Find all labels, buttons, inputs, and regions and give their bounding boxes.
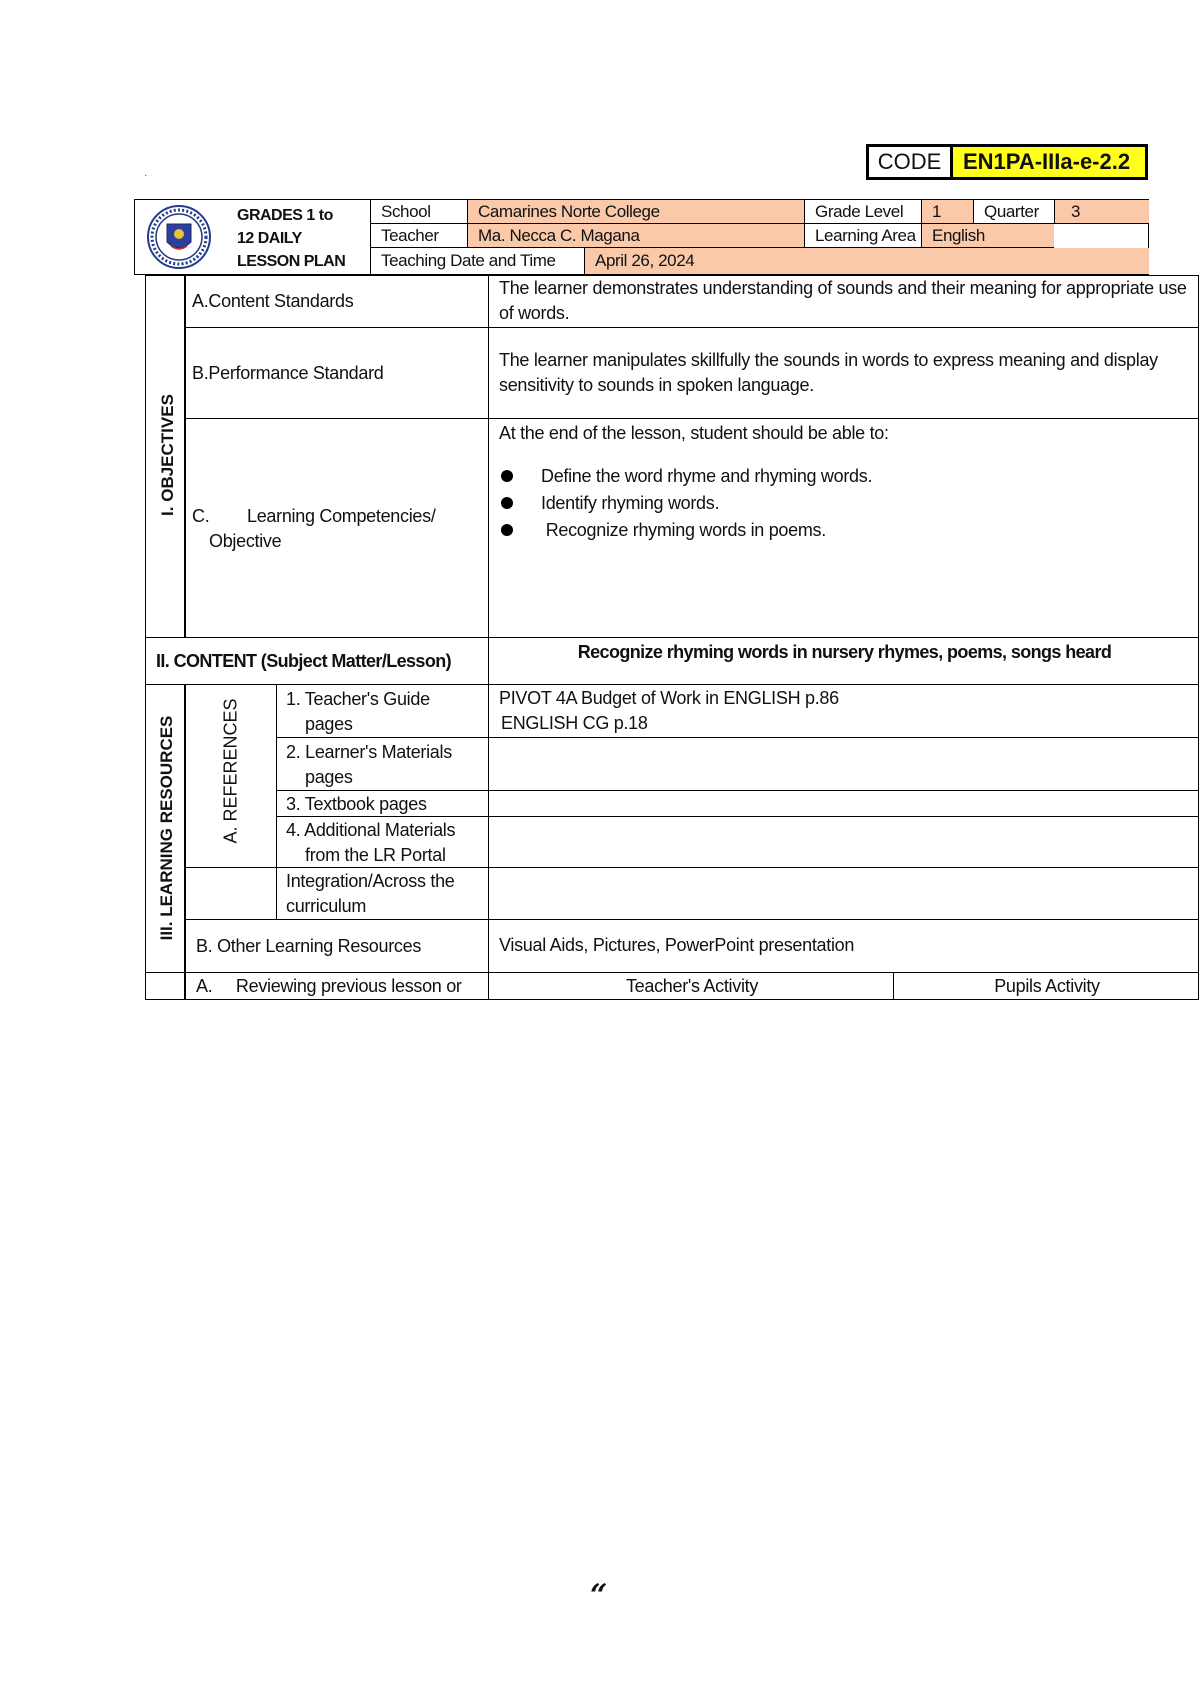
plan-title (237, 204, 367, 273)
date-label: Teaching Date and Time (370, 248, 584, 275)
resource-label: 3. Textbook pages (286, 794, 427, 814)
integration-spacer-cell (185, 867, 277, 920)
code-value: EN1PA-IIIa-e-2.2 (953, 147, 1145, 177)
resource-label: pages (305, 767, 353, 787)
content-value: Recognize rhyming words in nursery rhymes, poems, songs heard (577, 642, 1112, 662)
learning-area-value: English (921, 224, 1054, 248)
objective-item: Recognize rhyming words in poems. (541, 520, 826, 540)
resource-label-cell (276, 790, 489, 817)
stray-dot: · (144, 170, 148, 181)
resource-label: 1. Teacher's Guide (286, 689, 430, 709)
other-resources-value-cell (488, 919, 1199, 973)
lesson-plan-header (134, 199, 1149, 275)
resource-label-cell (276, 684, 489, 738)
resource-label: pages (305, 714, 353, 734)
content-label-cell (145, 637, 489, 685)
school-label: School (370, 200, 467, 224)
objectives-intro: At the end of the lesson, student should be able to: (499, 423, 889, 443)
other-resources-label: B. Other Learning Resources (196, 936, 422, 956)
competencies-label-1: C. Learning Competencies/ (192, 506, 436, 526)
references-label: A. REFERENCES (220, 698, 241, 844)
bullet-icon (501, 470, 513, 482)
resource-value: PIVOT 4A Budget of Work in ENGLISH p.86 (499, 688, 839, 708)
date-value: April 26, 2024 (584, 248, 1149, 275)
content-standards-label: A.Content Standards (192, 291, 354, 311)
resource-label: from the LR Portal (305, 845, 446, 865)
content-standards-label-cell (185, 275, 489, 328)
teacher-label: Teacher (370, 224, 467, 248)
code-label: CODE (869, 147, 953, 177)
objective-item: Define the word rhyme and rhyming words. (541, 466, 873, 486)
content-standards-cell (488, 275, 1199, 328)
bullet-icon (501, 524, 513, 536)
objective-item: Identify rhyming words. (541, 493, 720, 513)
quarter-value: 3 (1054, 200, 1149, 224)
resource-value-cell (488, 790, 1199, 817)
objectives-label: I. OBJECTIVES (158, 394, 177, 516)
resources-label: III. LEARNING RESOURCES (157, 715, 176, 941)
deped-seal-icon (145, 204, 213, 270)
teacher-activity-header: Teacher's Activity (625, 976, 759, 996)
review-label: A. Reviewing previous lesson or (196, 976, 462, 996)
other-resources-value: Visual Aids, Pictures, PowerPoint presentation (499, 935, 855, 955)
quarter-label: Quarter (973, 200, 1054, 224)
performance-label-cell (185, 327, 489, 419)
resource-label: 4. Additional Materials (286, 820, 456, 840)
performance-text: The learner manipulates skillfully the sounds in words to express meaning and display sensitivity to sounds in spoken language. (499, 350, 1158, 395)
procedures-section (145, 972, 185, 1000)
code-box (866, 144, 1148, 180)
review-label-cell (185, 972, 489, 1000)
resource-label-cell (276, 867, 489, 920)
other-resources-label-cell (185, 919, 489, 973)
resource-label: curriculum (286, 896, 367, 916)
resource-label-cell (276, 816, 489, 868)
competencies-label-2: Objective (209, 531, 282, 551)
plan-title-line-3: LESSON PLAN (237, 253, 346, 270)
plan-title-line-1: GRADES 1 to (237, 207, 333, 224)
performance-label: B.Performance Standard (192, 363, 384, 383)
content-label: II. CONTENT (Subject Matter/Lesson) (156, 651, 452, 671)
footer-mark: “ (590, 1578, 608, 1613)
content-standards-text: The learner demonstrates understanding of sounds and their meaning for appropriate use of words. (499, 278, 1187, 323)
resource-value-cell (488, 867, 1199, 920)
teacher-activity-cell (488, 972, 894, 1000)
competencies-cell (488, 418, 1199, 638)
resource-value-cell (488, 737, 1199, 791)
resource-value-cell (488, 684, 1199, 738)
performance-cell (488, 327, 1199, 419)
resource-label: 2. Learner's Materials (286, 742, 452, 762)
grade-level-value: 1 (921, 200, 973, 224)
grade-level-label: Grade Level (804, 200, 921, 224)
school-value: Camarines Norte College (467, 200, 804, 224)
bullet-icon (501, 497, 513, 509)
resource-value-cell (488, 816, 1199, 868)
teacher-value: Ma. Necca C. Magana (467, 224, 804, 248)
resource-label-cell (276, 737, 489, 791)
pupils-activity-cell (893, 972, 1199, 1000)
competencies-label-cell (185, 418, 489, 638)
resource-label: Integration/Across the (286, 871, 455, 891)
content-value-cell (488, 637, 1199, 685)
learning-area-label: Learning Area (804, 224, 921, 248)
pupils-activity-header: Pupils Activity (994, 976, 1100, 996)
plan-title-line-2: 12 DAILY (237, 230, 302, 247)
resource-value: ENGLISH CG p.18 (501, 713, 648, 733)
